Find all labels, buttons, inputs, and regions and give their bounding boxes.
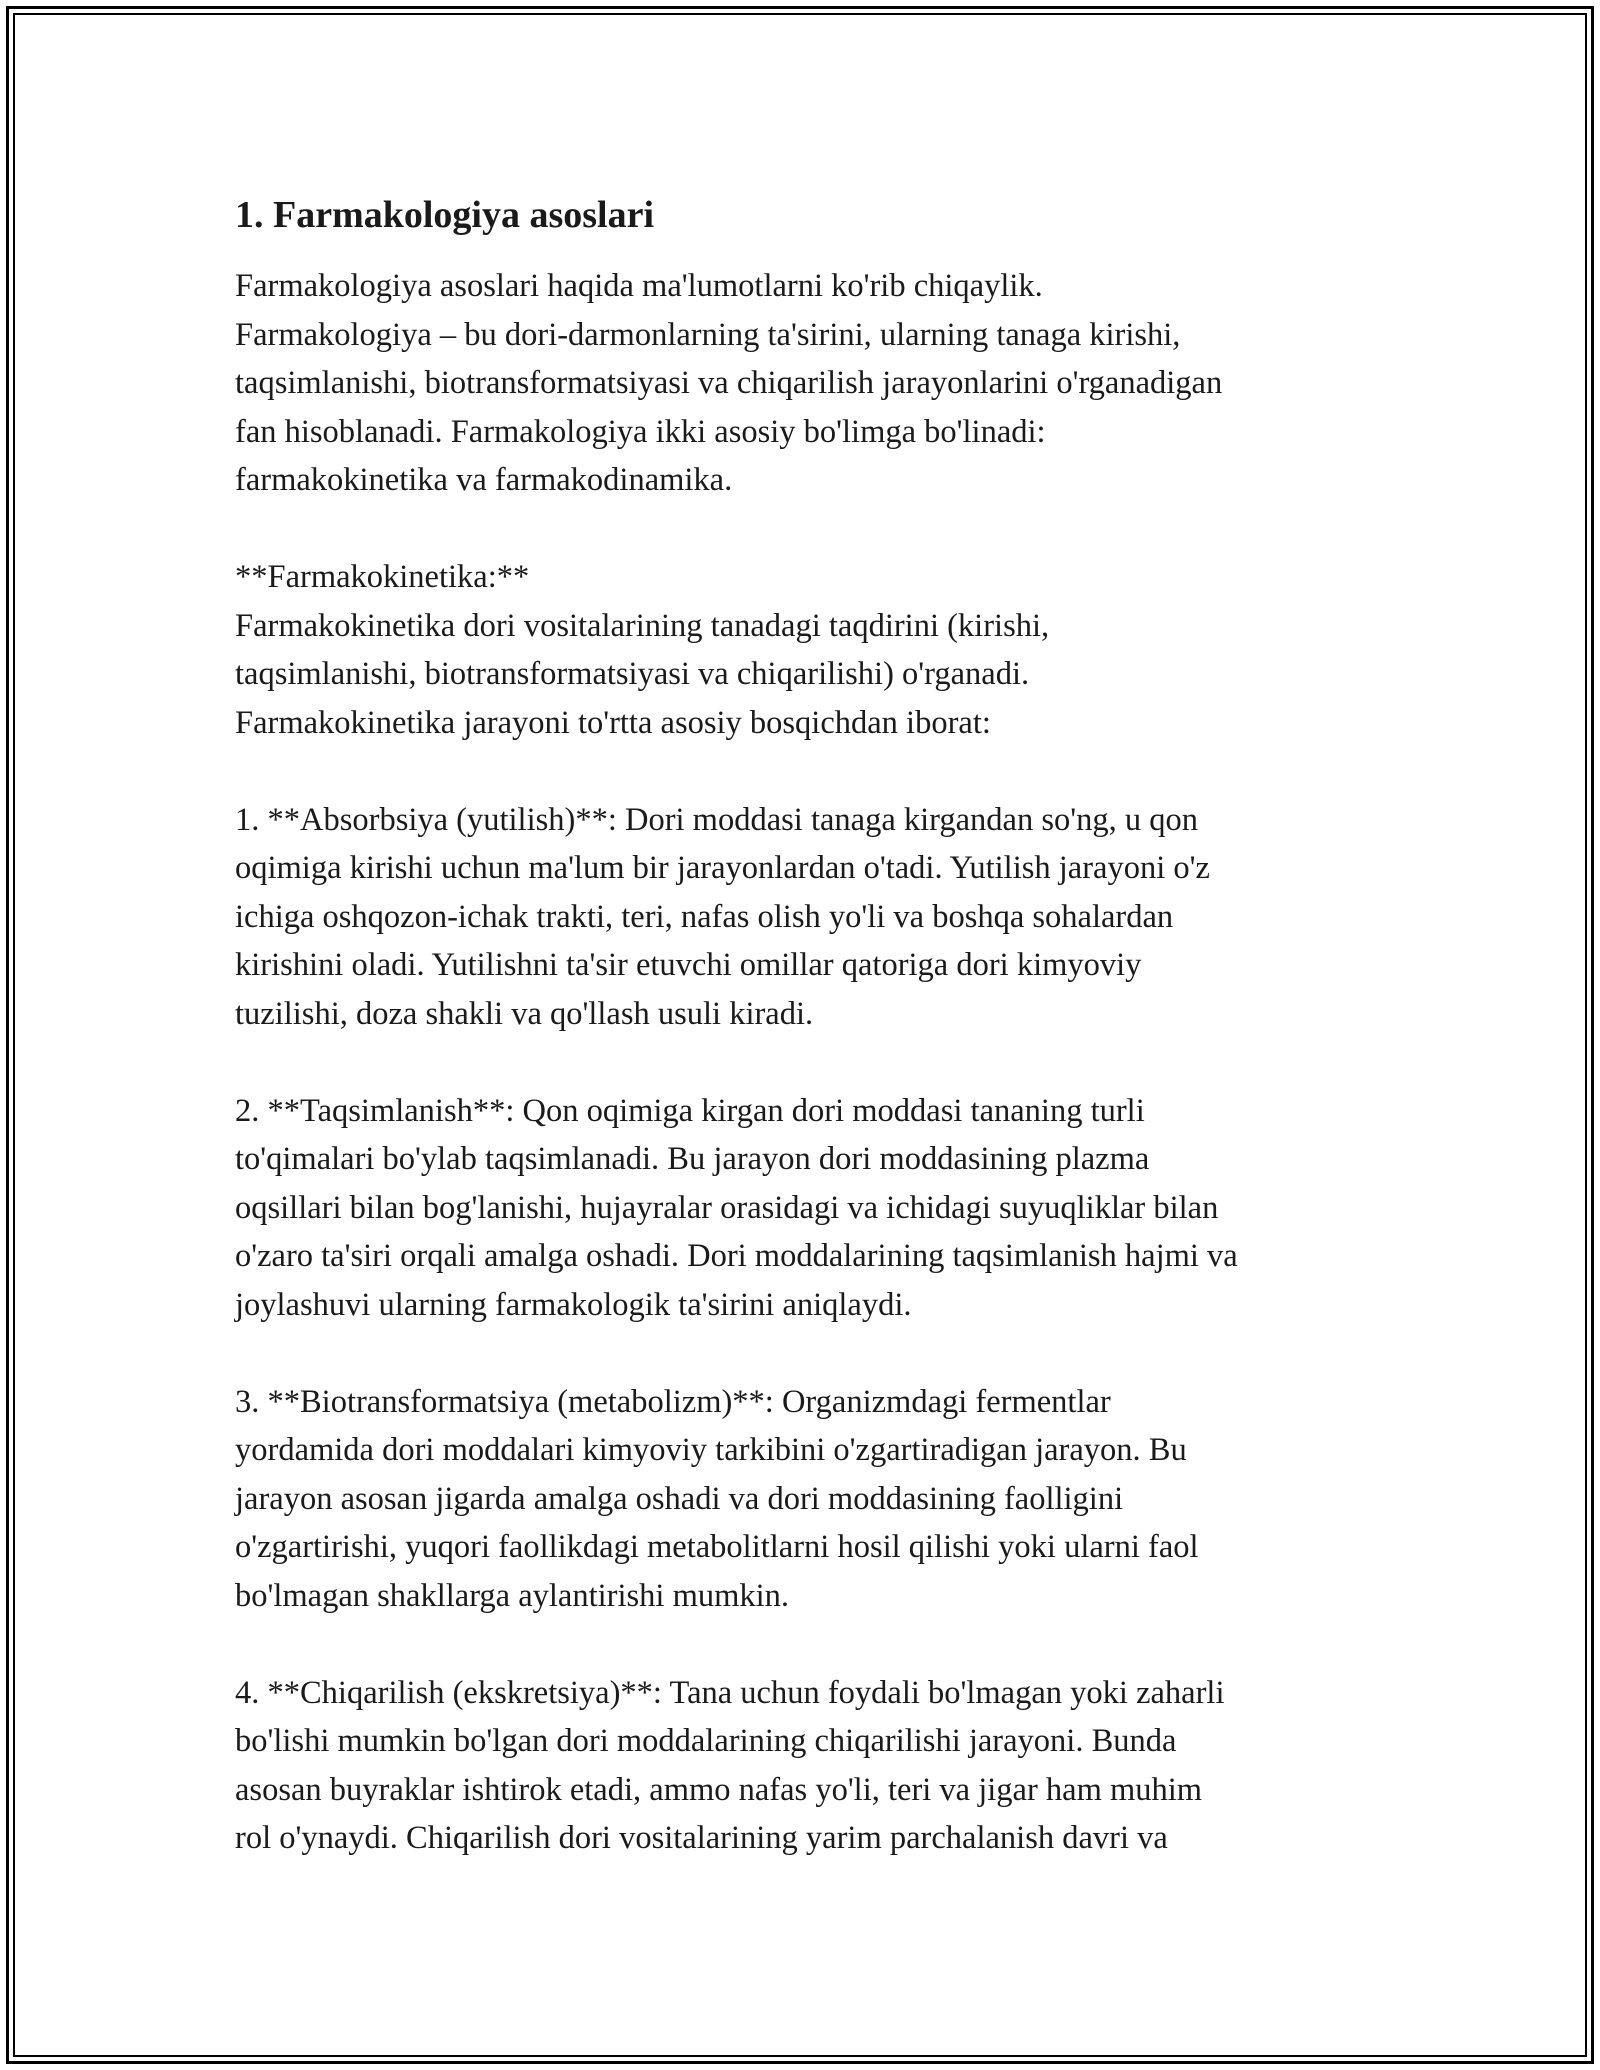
section-heading: 1. Farmakologiya asoslari <box>235 194 655 236</box>
paragraph-gap <box>235 505 1395 554</box>
list-item-distribution: 2. **Taqsimlanish**: Qon oqimiga kirgan dori moddasi tananing turli to'qimalari bo'ylab taqsimlanadi. Bu jarayon dori moddasining plazma oqsillari bilan bog'lanishi, hujayralar orasidagi va ichidagi suyuqliklar bilan o'zaro ta'siri orqali amalga oshadi. Dori moddalarining taqsimlanish hajmi va joylashuvi ularning farmakologik ta'sirini aniqlaydi. <box>235 1092 1238 1323</box>
pharmacokinetics-paragraph: Farmakokinetika dori vositalarining tanadagi taqdirini (kirishi, taqsimlanishi, biotransformatsiyasi va chiqarilishi) o'rganadi. Farmakokinetika jarayoni to'rtta asosiy bosqichdan iborat: <box>235 607 1050 741</box>
pharmacokinetics-title: **Farmakokinetika:** <box>235 559 530 595</box>
document-body <box>235 188 1395 1863</box>
paragraph-gap <box>235 747 1395 796</box>
paragraph-gap <box>235 1620 1395 1669</box>
list-item-excretion: 4. **Chiqarilish (ekskretsiya)**: Tana uchun foydali bo'lmagan yoki zaharli bo'lishi mumkin bo'lgan dori moddalarining chiqarilishi jarayoni. Bunda asosan buyraklar ishtirok etadi, ammo nafas yo'li, teri va jigar ham muhim rol o'ynaydi. Chiqarilish dori vositalarining yarim parchalanish davri va <box>235 1674 1225 1856</box>
intro-paragraph: Farmakologiya asoslari haqida ma'lumotlarni ko'rib chiqaylik. Farmakologiya – bu dori-darmonlarning ta'sirini, ularning tanaga kirishi, taqsimlanishi, biotransformatsiyasi va chiqarilish jarayonlarini o'rganadigan fan hisoblanadi. Farmakologiya ikki asosiy bo'limga bo'linadi: farmakokinetika va farmakodinamika. <box>235 268 1223 498</box>
list-item-metabolism: 3. **Biotransformatsiya (metabolizm)**: Organizmdagi fermentlar yordamida dori moddalari kimyoviy tarkibini o'zgartiradigan jarayon. Bu jarayon asosan jigarda amalga oshadi va dori moddasining faolligini o'zgartirishi, yuqori faollikdagi metabolitlarni hosil qilishi yoki ularni faol bo'lmagan shakllarga aylantirishi mumkin. <box>235 1383 1199 1614</box>
paragraph-gap <box>235 1038 1395 1087</box>
list-item-absorption: 1. **Absorbsiya (yutilish)**: Dori moddasi tanaga kirgandan so'ng, u qon oqimiga kirishi uchun ma'lum bir jarayonlardan o'tadi. Yutilish jarayoni o'z ichiga oshqozon-ichak trakti, teri, nafas olish yo'li va boshqa sohalardan kirishini oladi. Yutilishni ta'sir etuvchi omillar qatoriga dori kimyoviy tuzilishi, doza shakli va qo'llash usuli kiradi. <box>235 801 1210 1032</box>
paragraph-gap <box>235 1329 1395 1378</box>
